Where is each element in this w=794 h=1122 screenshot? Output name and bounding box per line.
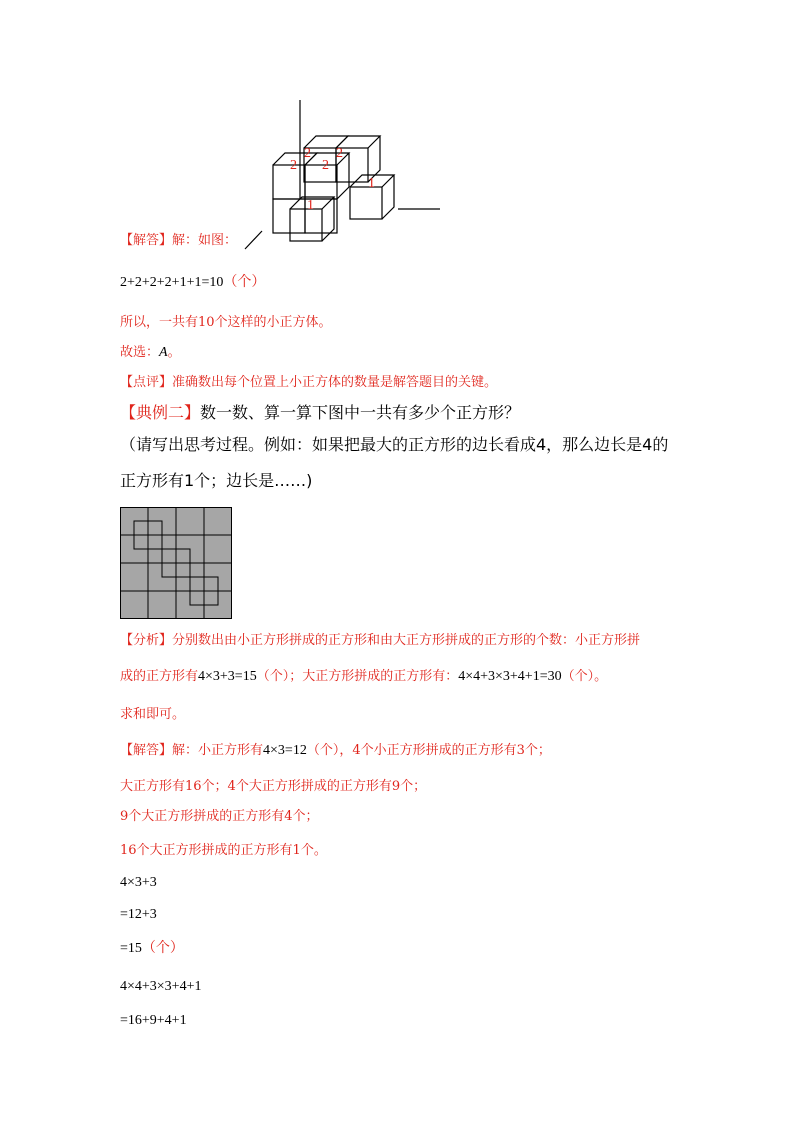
square-grid-figure (120, 507, 232, 619)
comment1: 【点评】准确数出每个位置上小正方体的数量是解答题目的关键。 (120, 375, 498, 390)
analysis-line3: 求和即可。 (120, 707, 186, 722)
solution1-conclusion: 所以，一共有10个这样的小正方体。 (120, 315, 332, 330)
solution1-choice: 故选：A。 (120, 345, 181, 360)
solution2-line1: 【解答】解：小正方形有4×3=12（个），4个小正方形拼成的正方形有3个； (120, 743, 551, 758)
solution2-line4: 16个大正方形拼成的正方形有1个。 (120, 843, 327, 858)
calc-step: =16+9+4+1 (120, 1013, 187, 1028)
cube-label: 2 (290, 158, 297, 173)
cube-label: 2 (304, 146, 311, 161)
cube-label: 2 (336, 146, 343, 161)
analysis-line2: 成的正方形有4×3+3=15（个）；大正方形拼成的正方形有：4×4+3×3+4+1=30（个）。 (120, 669, 608, 684)
solution2-line3: 9个大正方形拼成的正方形有4个； (120, 809, 319, 824)
cube-label: 1 (368, 176, 375, 191)
example2-hint-line1: （请写出思考过程。例如：如果把最大的正方形的边长看成4，那么边长是4的 (120, 435, 669, 454)
calc-step: 4×3+3 (120, 875, 157, 890)
example2-question: 【典例二】数一数、算一算下图中一共有多少个正方形？ (120, 403, 521, 422)
cube-stack-figure (240, 95, 450, 255)
cube-label: 2 (322, 158, 329, 173)
calc-step: =12+3 (120, 907, 157, 922)
solution1-expr: 2+2+2+2+1+1=10（个） (120, 275, 266, 290)
calc-step: =15（个） (120, 941, 184, 956)
solution2-line2: 大正方形有16个；4个大正方形拼成的正方形有9个； (120, 779, 427, 794)
calc-step: 4×4+3×3+4+1 (120, 979, 202, 994)
analysis-line1: 【分析】分别数出由小正方形拼成的正方形和由大正方形拼成的正方形的个数：小正方形拼 (120, 633, 641, 648)
cube-label: 1 (307, 198, 314, 213)
example2-hint-line2: 正方形有1个；边长是……) (120, 471, 313, 490)
solution1-intro: 【解答】解：如图： (120, 233, 238, 248)
